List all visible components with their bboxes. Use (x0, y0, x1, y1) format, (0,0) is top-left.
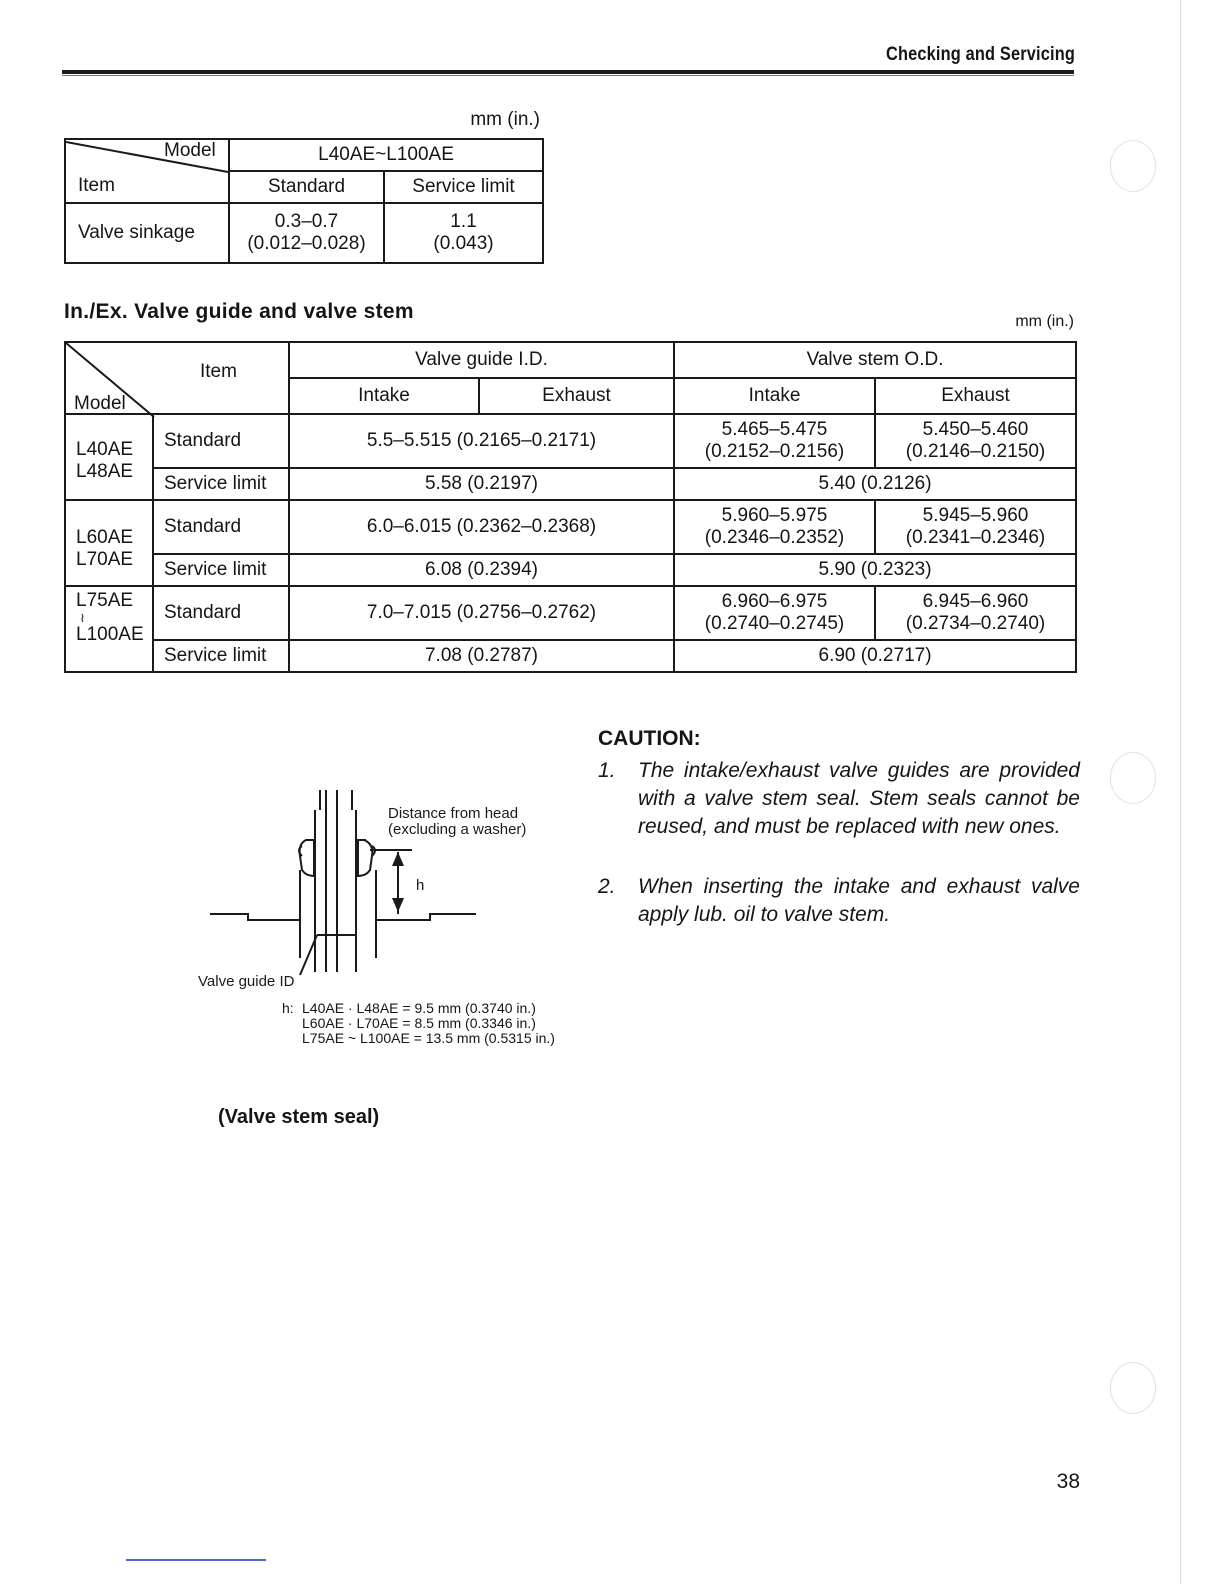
valve-guide-stem-table (64, 341, 1077, 673)
h-line: L60AE · L70AE = 8.5 mm (0.3346 in.) (302, 1015, 536, 1031)
value-in: (0.043) (433, 233, 494, 254)
value-in: (0.2146–0.2150) (905, 441, 1046, 462)
guide-limit-value: 5.58 (0.2197) (289, 468, 674, 500)
caution-number: 1. (598, 759, 616, 782)
value-in: (0.2152–0.2156) (704, 441, 845, 462)
table2-item-label: Item (200, 361, 237, 382)
service-limit-label: Service limit (153, 554, 289, 586)
table1-limit-value (384, 203, 543, 263)
table1-col-standard: Standard (229, 171, 384, 203)
value-in: (0.2346–0.2352) (704, 527, 845, 548)
bottom-underline (126, 1559, 266, 1561)
model-range-separator: ≀ (80, 610, 85, 625)
guide-intake-header: Intake (289, 378, 479, 414)
value-in: (0.2734–0.2740) (905, 613, 1046, 634)
guide-id-header: Valve guide I.D. (289, 342, 674, 378)
stem-intake-standard (674, 414, 875, 468)
model-line: L40AE (76, 439, 134, 460)
caution-number: 2. (598, 875, 616, 898)
value-mm: 0.3–0.7 (274, 211, 339, 232)
section-heading: In./Ex. Valve guide and valve stem (64, 300, 414, 323)
table1-col-service-limit: Service limit (384, 171, 543, 203)
value-mm: 6.960–6.975 (721, 591, 828, 612)
value-mm: 5.450–5.460 (922, 419, 1029, 440)
page-number: 38 (1056, 1470, 1080, 1493)
guide-standard-value: 5.5–5.515 (0.2165–0.2171) (289, 414, 674, 468)
value-in: (0.2341–0.2346) (905, 527, 1046, 548)
value-mm: 5.960–5.975 (721, 505, 828, 526)
figure-caption: (Valve stem seal) (218, 1106, 380, 1128)
header-rule-thin (62, 75, 1074, 76)
table1-model-range: L40AE~L100AE (229, 139, 543, 171)
table1-item-label: Item (78, 175, 115, 196)
table2-model-label: Model (74, 393, 126, 414)
table2-corner-cell (65, 342, 289, 414)
value-mm: 1.1 (450, 211, 477, 232)
guide-standard-value: 6.0–6.015 (0.2362–0.2368) (289, 500, 674, 554)
valve-sinkage-table (64, 138, 544, 264)
table1-model-label: Model (164, 140, 216, 161)
stem-limit-value: 5.40 (0.2126) (674, 468, 1076, 500)
guide-exhaust-header: Exhaust (479, 378, 674, 414)
model-line: L48AE (76, 461, 134, 482)
model-group-2 (65, 500, 153, 586)
guide-standard-value: 7.0–7.015 (0.2756–0.2762) (289, 586, 674, 640)
model-group-3 (65, 586, 153, 672)
table1-row-label: Valve sinkage (65, 203, 229, 263)
standard-label: Standard (153, 414, 289, 468)
stem-exhaust-standard (875, 586, 1076, 640)
guide-limit-value: 6.08 (0.2394) (289, 554, 674, 586)
standard-label: Standard (153, 500, 289, 554)
stem-intake-standard (674, 500, 875, 554)
standard-label: Standard (153, 586, 289, 640)
model-line: L60AE (76, 527, 134, 548)
model-line: L75AE (76, 590, 134, 611)
header-rule (62, 70, 1074, 74)
punch-hole (1110, 1362, 1156, 1414)
value-mm: 5.945–5.960 (922, 505, 1029, 526)
punch-hole (1110, 752, 1156, 804)
h-prefix: h: (282, 1000, 294, 1016)
stem-exhaust-standard (875, 500, 1076, 554)
table2-unit: mm (in.) (1015, 313, 1074, 330)
label-distance-line1: Distance from head (388, 805, 519, 822)
value-in: (0.012–0.028) (247, 233, 366, 254)
stem-limit-value: 5.90 (0.2323) (674, 554, 1076, 586)
page-header-title: Checking and Servicing (885, 44, 1075, 65)
caution-item-2 (598, 873, 1080, 929)
value-mm: 5.465–5.475 (721, 419, 828, 440)
page-edge-line (1180, 0, 1181, 1584)
model-group-1 (65, 414, 153, 500)
label-valve-guide-id: Valve guide ID (198, 973, 295, 990)
caution-title: CAUTION: (598, 727, 701, 750)
caution-text: When inserting the intake and exhaust valve apply lub. oil to valve stem. (638, 875, 1080, 926)
label-distance-line2: (excluding a washer) (388, 821, 527, 838)
value-in: (0.2740–0.2745) (704, 613, 845, 634)
service-limit-label: Service limit (153, 468, 289, 500)
stem-exhaust-header: Exhaust (875, 378, 1076, 414)
stem-intake-standard (674, 586, 875, 640)
stem-intake-header: Intake (674, 378, 875, 414)
guide-limit-value: 7.08 (0.2787) (289, 640, 674, 672)
caution-text: The intake/exhaust valve guides are provided with a valve stem seal. Stem seals cannot be reused, and must be replaced with new ones. (638, 759, 1080, 838)
model-line: L100AE (76, 624, 144, 645)
h-line: L75AE ~ L100AE = 13.5 mm (0.5315 in.) (302, 1030, 555, 1046)
table1-standard-value (229, 203, 384, 263)
service-limit-label: Service limit (153, 640, 289, 672)
table1-corner-cell (65, 139, 229, 203)
stem-limit-value: 6.90 (0.2717) (674, 640, 1076, 672)
label-h: h (416, 877, 425, 894)
table1-unit: mm (in.) (470, 109, 540, 130)
caution-item-1 (598, 757, 1080, 869)
stem-exhaust-standard (875, 414, 1076, 468)
stem-od-header: Valve stem O.D. (674, 342, 1076, 378)
h-lines (302, 1001, 555, 1046)
value-mm: 6.945–6.960 (922, 591, 1029, 612)
punch-hole (1110, 140, 1156, 192)
h-line: L40AE · L48AE = 9.5 mm (0.3740 in.) (302, 1000, 536, 1016)
model-line: L70AE (76, 549, 134, 570)
